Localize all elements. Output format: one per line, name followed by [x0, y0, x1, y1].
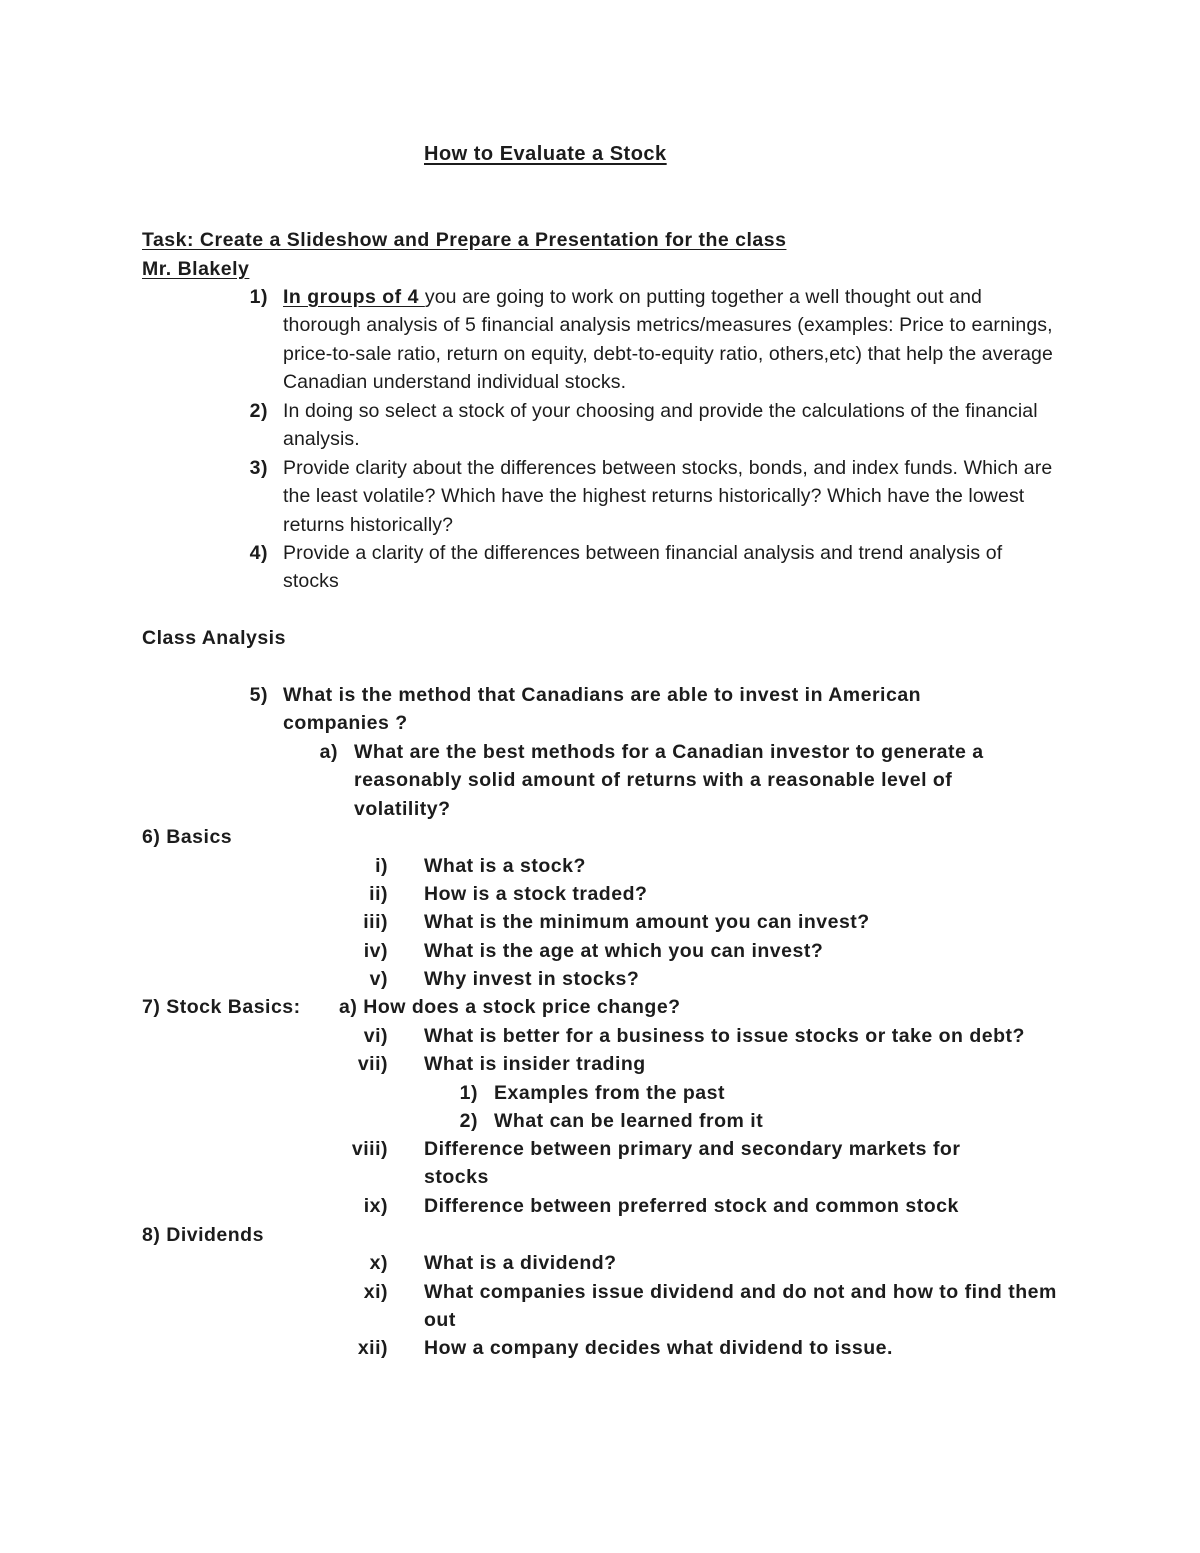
roman-number: x) [369, 1252, 388, 1274]
task-item-body: you are going to work on putting together a well thought out and thorough analysis of 5 financial analysis metrics/measures (examples: Price to earnings, price-to-sale ratio, return on equity, debt-to-equity ratio, others,etc) that help the average Canadian understand individual stocks. [283, 286, 1053, 394]
stock-basics-heading: 7) Stock Basics: [142, 996, 301, 1018]
task-item-text: In doing so select a stock of your choosing and provide the calculations of the financial analysis. [283, 400, 1038, 451]
sub-item-number: 1) [459, 1082, 478, 1104]
roman-number: vi) [363, 1025, 388, 1047]
list-item: How is a stock traded? [424, 883, 648, 905]
question-text: What is the method that Canadians are able to invest in American companies ? [283, 684, 922, 735]
question-text: What are the best methods for a Canadian investor to generate a reasonably solid amount of returns with a reasonable level of volatility? [354, 741, 984, 820]
list-item: What is the minimum amount you can invest? [424, 911, 870, 933]
task-item-number: 3) [249, 457, 268, 479]
task-item-number: 1) [249, 286, 268, 308]
roman-number: v) [369, 968, 388, 990]
basics-heading: 6) Basics [142, 826, 233, 848]
roman-number: viii) [351, 1138, 388, 1160]
roman-number: ix) [363, 1195, 388, 1217]
list-item: Difference between primary and secondary markets for stocks [424, 1138, 961, 1189]
task-item-text: Provide a clarity of the differences between financial analysis and trend analysis of stocks [283, 542, 1003, 593]
roman-number: iv) [363, 940, 388, 962]
task-item-text: Provide clarity about the differences between stocks, bonds, and index funds. Which are the least volatile? Which have the highest returns historically? Which have the lowest returns historically? [283, 457, 1053, 536]
task-item-emphasis: In groups of 4 [283, 286, 425, 308]
task-item-number: 4) [249, 542, 268, 564]
list-item: What is a stock? [424, 855, 586, 877]
sub-item-number: 2) [459, 1110, 478, 1132]
task-item-number: 2) [249, 400, 268, 422]
list-item: Difference between preferred stock and common stock [424, 1195, 959, 1217]
roman-number: vii) [357, 1053, 388, 1075]
roman-number: i) [375, 855, 388, 877]
dividends-heading: 8) Dividends [142, 1224, 264, 1246]
list-item: Why invest in stocks? [424, 968, 640, 990]
question-number: 5) [249, 684, 268, 706]
roman-number: xii) [357, 1337, 388, 1359]
list-item: How a company decides what dividend to issue. [424, 1337, 893, 1359]
sub-item: Examples from the past [494, 1082, 725, 1104]
list-item: What companies issue dividend and do not and how to find them out [424, 1281, 1057, 1332]
list-item: What is a dividend? [424, 1252, 617, 1274]
page-title: How to Evaluate a Stock [424, 143, 667, 165]
list-item: What is the age at which you can invest? [424, 940, 824, 962]
list-item: What is better for a business to issue stocks or take on debt? [424, 1025, 1025, 1047]
question-letter: a) [319, 741, 338, 763]
roman-number: ii) [369, 883, 388, 905]
task-heading: Task: Create a Slideshow and Prepare a Presentation for the class [142, 229, 787, 251]
list-item: What is insider trading [424, 1053, 646, 1075]
class-analysis-heading: Class Analysis [142, 627, 286, 649]
teacher-name: Mr. Blakely [142, 258, 250, 280]
roman-number: iii) [363, 911, 388, 933]
roman-number: xi) [363, 1281, 388, 1303]
task-item-text [283, 283, 1063, 397]
stock-basics-inline-question: a) How does a stock price change? [339, 996, 681, 1018]
sub-item: What can be learned from it [494, 1110, 764, 1132]
